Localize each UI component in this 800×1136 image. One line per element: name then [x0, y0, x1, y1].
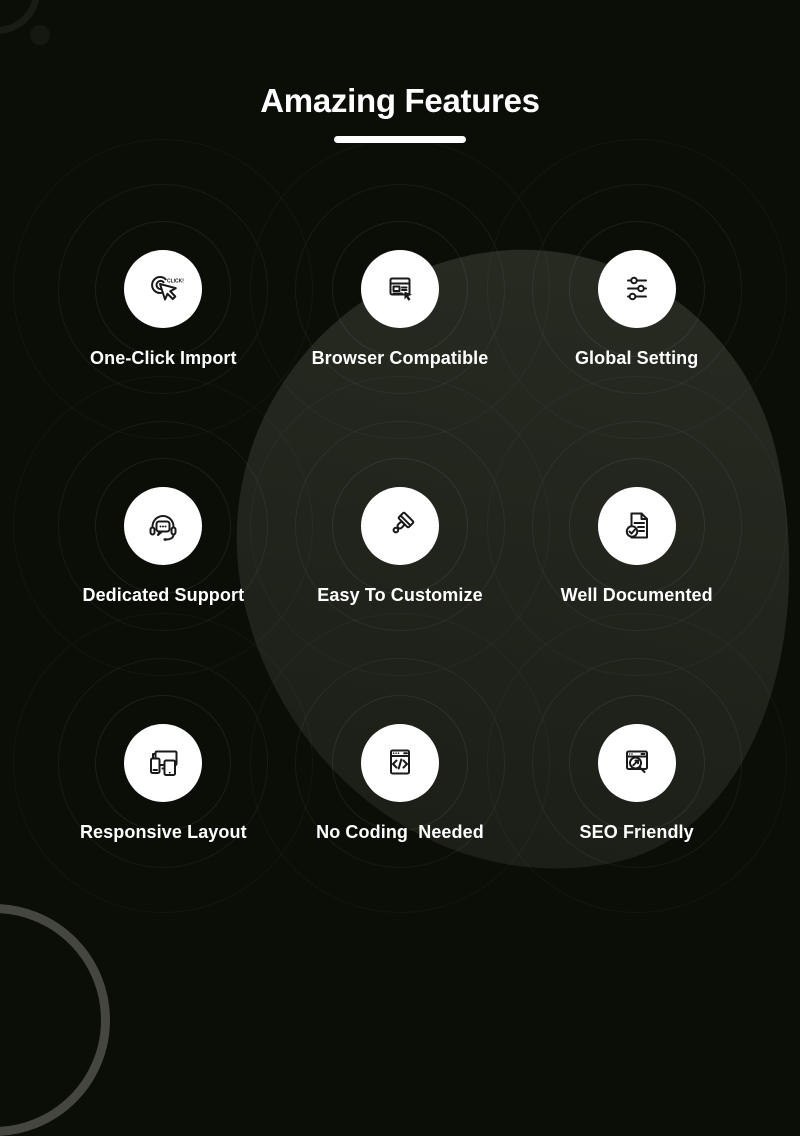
- feature-label: Browser Compatible: [311, 348, 489, 368]
- feature-label: SEO Friendly: [579, 822, 694, 842]
- well-documented-icon: [598, 487, 676, 565]
- feature-card: [518, 724, 755, 961]
- feature-card: [45, 250, 282, 487]
- feature-card: [45, 724, 282, 961]
- feature-card: [282, 487, 519, 724]
- feature-label: Responsive Layout: [79, 822, 247, 842]
- no-coding-needed-icon: [361, 724, 439, 802]
- header: [0, 82, 800, 143]
- browser-compatible-icon: [361, 250, 439, 328]
- feature-label: Easy To Customize: [317, 585, 483, 605]
- feature-card: [282, 724, 519, 961]
- feature-card: [518, 487, 755, 724]
- feature-label: Dedicated Support: [82, 585, 245, 605]
- global-setting-icon: [598, 250, 676, 328]
- dedicated-support-icon: [124, 487, 202, 565]
- feature-card: [45, 487, 282, 724]
- seo-friendly-icon: [598, 724, 676, 802]
- feature-label: Well Documented: [560, 585, 713, 605]
- responsive-layout-icon: [124, 724, 202, 802]
- click-badge-text: CLICK!: [167, 278, 185, 285]
- corner-dot-top-left: [30, 25, 50, 45]
- page-title: Amazing Features: [260, 82, 540, 119]
- title-underline: [334, 136, 466, 143]
- feature-card: [518, 250, 755, 487]
- feature-label: No Coding Needed: [316, 822, 484, 842]
- feature-card: [282, 250, 519, 487]
- feature-label: One-Click Import: [90, 348, 237, 368]
- easy-to-customize-icon: [361, 487, 439, 565]
- features-grid: [45, 250, 755, 961]
- one-click-import-icon: [124, 250, 202, 328]
- feature-label: Global Setting: [574, 348, 699, 368]
